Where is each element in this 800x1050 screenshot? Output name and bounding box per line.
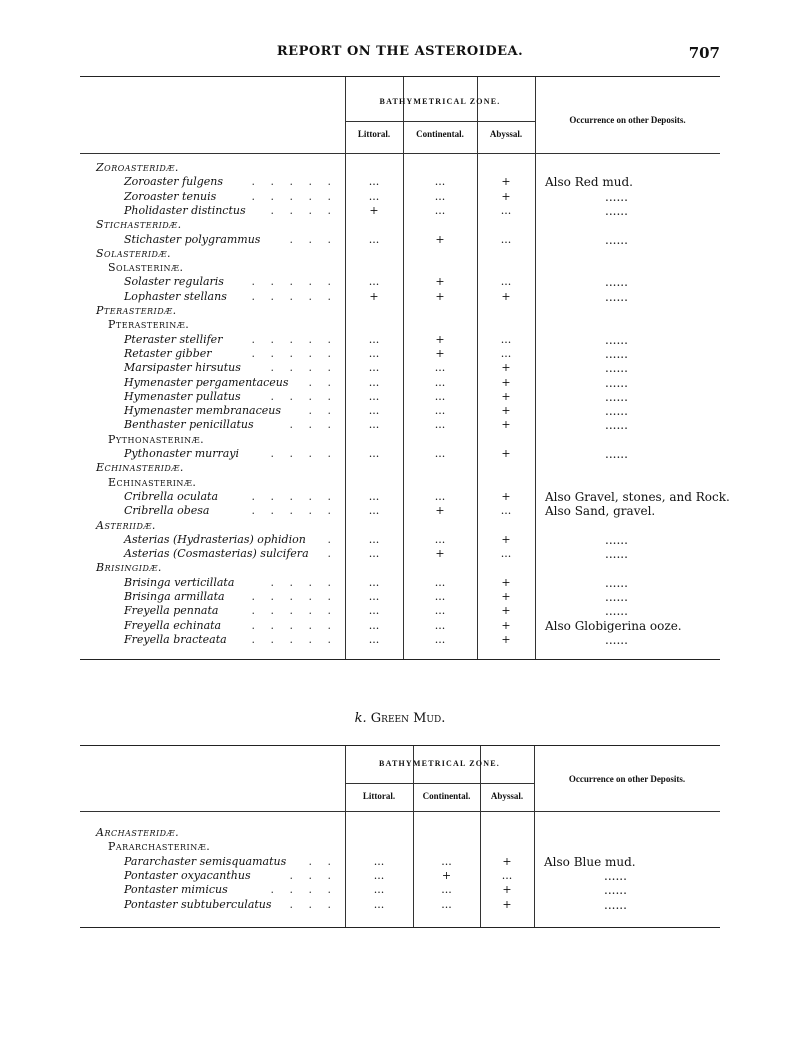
- littoral-cell: ...: [368, 375, 380, 389]
- leader-dots: . . . . .: [251, 590, 337, 603]
- occurrence-cell: ......: [605, 203, 628, 218]
- abyssal-cell: +: [501, 389, 511, 403]
- leader-dots: . . . . .: [251, 604, 337, 618]
- continental-cell: ...: [434, 575, 446, 589]
- continental-cell: ...: [434, 175, 446, 189]
- littoral-cell: ...: [368, 632, 380, 646]
- littoral-cell: ...: [368, 532, 380, 546]
- abyssal-cell: +: [501, 189, 511, 203]
- abyssal-cell: +: [502, 854, 512, 868]
- abyssal-cell: +: [502, 897, 512, 911]
- leader-dots: . .: [308, 854, 337, 868]
- subfamily-name: Pararchasterinæ.: [108, 840, 211, 854]
- section-name: Green Mud.: [370, 711, 446, 726]
- littoral-cell: ...: [368, 175, 380, 189]
- table-row: [80, 604, 720, 618]
- continental-cell: ...: [434, 489, 446, 503]
- table-row: [80, 190, 720, 204]
- continental-header: Continental.: [416, 129, 464, 139]
- leader-dots: . . . .: [270, 883, 337, 897]
- table-row: [80, 619, 720, 633]
- table-row: [80, 376, 720, 390]
- abyssal-cell: +: [501, 632, 511, 646]
- family-name: Archasteridæ.: [96, 826, 180, 839]
- abyssal-cell: +: [501, 590, 511, 603]
- littoral-cell: ...: [368, 504, 380, 518]
- species-name: Hymenaster pullatus: [124, 389, 241, 403]
- littoral-cell: ...: [373, 854, 385, 868]
- continental-cell: ...: [434, 447, 446, 460]
- table-row: [80, 290, 720, 304]
- subfamily-heading-row: [80, 433, 720, 447]
- abyssal-cell: ...: [500, 547, 512, 561]
- table-row: [80, 347, 720, 361]
- occurrence-cell: ......: [605, 575, 628, 590]
- subfamily-heading-row: [80, 840, 720, 854]
- continental-cell: ...: [434, 375, 446, 389]
- leader-dots: . . . . .: [251, 504, 337, 518]
- species-name: Freyella bracteata: [124, 632, 227, 646]
- occurrence-cell: ......: [605, 404, 628, 419]
- continental-cell: +: [435, 547, 445, 561]
- species-name: Pontaster mimicus: [124, 883, 228, 897]
- continental-cell: ...: [441, 897, 452, 911]
- species-name: Freyella pennata: [124, 604, 219, 618]
- abyssal-cell: +: [501, 604, 511, 618]
- continental-cell: ...: [441, 854, 452, 868]
- subfamily-name: Echinasterinæ.: [108, 475, 197, 489]
- table-row: [80, 204, 720, 218]
- page-header: [80, 40, 720, 70]
- continental-cell: ...: [434, 418, 446, 432]
- species-name: Pteraster stellifer: [124, 332, 223, 346]
- leader-dots: . . . . .: [251, 332, 337, 346]
- table-row: [80, 233, 720, 247]
- occurrence-cell: ......: [605, 604, 628, 619]
- table-row: [80, 898, 720, 912]
- species-name: Zoroaster tenuis: [124, 189, 217, 203]
- occurrence-header: Occurrence on other Deposits.: [569, 115, 686, 125]
- occurrence-cell: Also Red mud.: [545, 175, 633, 190]
- species-name: Pararchaster semisquamatus: [124, 854, 287, 868]
- littoral-cell: ...: [373, 868, 385, 882]
- littoral-cell: ...: [373, 883, 385, 897]
- occurrence-cell: ......: [605, 346, 628, 361]
- littoral-cell: ...: [368, 346, 380, 360]
- occurrence-cell: ......: [605, 389, 628, 404]
- occurrence-cell: ......: [605, 632, 628, 647]
- abyssal-cell: +: [501, 489, 511, 503]
- continental-cell: +: [435, 504, 445, 518]
- continental-cell: +: [435, 275, 445, 289]
- occurrence-cell: ......: [605, 418, 628, 433]
- continental-cell: ...: [434, 618, 446, 632]
- species-name: Benthaster penicillatus: [124, 418, 254, 432]
- abyssal-header: Abyssal.: [490, 791, 524, 801]
- occurrence-cell: ......: [605, 232, 628, 247]
- continental-cell: ...: [434, 604, 446, 618]
- zone-header: BATHYMETRICAL ZONE.: [379, 759, 500, 768]
- leader-dots: . . . .: [270, 203, 337, 217]
- continental-cell: +: [435, 346, 445, 360]
- species-name: Asterias (Hydrasterias) ophidion: [124, 532, 306, 546]
- species-name: Hymenaster membranaceus: [124, 404, 281, 418]
- abyssal-cell: +: [501, 404, 511, 418]
- occurrence-cell: ......: [605, 375, 628, 390]
- littoral-header: Littoral.: [357, 129, 391, 139]
- littoral-cell: ...: [368, 590, 380, 603]
- table-row: [80, 489, 730, 504]
- occurrence-cell: ......: [605, 547, 628, 562]
- species-name: Freyella echinata: [124, 618, 222, 632]
- continental-header: Continental.: [422, 791, 471, 801]
- continental-cell: ...: [434, 389, 446, 403]
- family-heading-row: [80, 218, 720, 232]
- littoral-cell: ...: [368, 489, 380, 503]
- continental-cell: ...: [434, 632, 446, 646]
- species-name: Marsipaster hirsutus: [124, 361, 241, 375]
- subfamily-name: Solasterinæ.: [108, 261, 184, 275]
- species-name: Pontaster subtuberculatus: [124, 897, 272, 911]
- family-name: Zoroasteridæ.: [96, 161, 179, 174]
- leader-dots: . . . .: [270, 575, 337, 589]
- abyssal-cell: +: [501, 532, 511, 546]
- species-name: Solaster regularis: [124, 275, 224, 289]
- species-name: Zoroaster fulgens: [124, 175, 223, 189]
- subfamily-heading-row: [80, 476, 720, 490]
- leader-dots: . . . . .: [251, 489, 337, 503]
- abyssal-header: Abyssal.: [489, 129, 523, 139]
- species-name: Hymenaster pergamentaceus: [124, 375, 289, 389]
- occurrence-cell: Also Sand, gravel.: [545, 504, 656, 519]
- littoral-cell: ...: [368, 275, 380, 289]
- abyssal-cell: +: [501, 175, 511, 189]
- abyssal-cell: +: [501, 575, 511, 589]
- littoral-cell: ...: [368, 447, 380, 460]
- running-title: REPORT ON THE ASTEROIDEA.: [276, 44, 524, 59]
- subfamily-heading-row: [80, 261, 720, 275]
- littoral-cell: ...: [368, 547, 380, 561]
- leader-dots: . . . . .: [251, 632, 337, 646]
- occurrence-cell: ......: [605, 289, 628, 304]
- abyssal-cell: +: [501, 289, 511, 303]
- littoral-cell: ...: [368, 361, 380, 375]
- occurrence-cell: Also Gravel, stones, and Rock.: [545, 489, 730, 504]
- family-heading-row: [80, 247, 720, 261]
- abyssal-cell: ...: [500, 232, 512, 246]
- section-letter: k.: [354, 711, 367, 726]
- leader-dots: . . . . .: [251, 189, 337, 203]
- leader-dots: . . . . .: [251, 346, 337, 360]
- species-name: Retaster gibber: [124, 346, 212, 360]
- continental-cell: ...: [434, 404, 446, 418]
- distribution-table-green-mud: [80, 745, 720, 928]
- family-heading-row: [80, 304, 720, 318]
- leader-dots: . . .: [289, 868, 337, 882]
- littoral-cell: +: [369, 289, 379, 303]
- leader-dots: .: [327, 547, 337, 561]
- leader-dots: . . . . .: [251, 618, 337, 632]
- table-row: [80, 504, 720, 518]
- continental-cell: ...: [434, 532, 446, 546]
- occurrence-cell: ......: [605, 361, 628, 376]
- abyssal-cell: ...: [500, 504, 512, 518]
- continental-cell: ...: [441, 883, 452, 897]
- abyssal-cell: ...: [500, 332, 512, 346]
- table-row: [80, 590, 720, 604]
- abyssal-cell: ...: [500, 346, 512, 360]
- occurrence-cell: ......: [605, 332, 628, 347]
- table-row: [80, 418, 720, 432]
- species-name: Asterias (Cosmasterias) sulcifera: [124, 547, 309, 561]
- abyssal-cell: +: [501, 447, 511, 460]
- family-name: Solasteridæ.: [96, 246, 171, 260]
- header-bottom-rule: [80, 811, 720, 812]
- leader-dots: . .: [308, 375, 337, 389]
- leader-dots: . . . .: [270, 447, 337, 460]
- occurrence-cell: ......: [604, 883, 627, 898]
- occurrence-cell: Also Globigerina ooze.: [545, 618, 682, 633]
- table-row: [80, 883, 720, 897]
- table-row: [80, 533, 720, 547]
- table-row: [80, 275, 720, 289]
- continental-cell: ...: [434, 189, 446, 203]
- table-row: [80, 175, 720, 189]
- occurrence-header: Occurrence on other Deposits.: [568, 774, 686, 784]
- littoral-cell: ...: [368, 389, 380, 403]
- species-name: Pontaster oxyacanthus: [124, 868, 251, 882]
- littoral-cell: ...: [368, 404, 380, 418]
- littoral-cell: ...: [368, 332, 380, 346]
- continental-cell: +: [435, 232, 445, 246]
- table-row: [80, 576, 720, 590]
- leader-dots: . .: [308, 404, 337, 418]
- family-name: Pterasteridæ.: [96, 304, 177, 317]
- table-row: [80, 447, 720, 461]
- littoral-cell: ...: [368, 418, 380, 432]
- zone-header-rule: [345, 121, 535, 122]
- species-name: Cribrella obesa: [124, 504, 210, 518]
- littoral-cell: ...: [368, 232, 380, 246]
- occurrence-cell: Also Blue mud.: [544, 854, 636, 869]
- leader-dots: . . .: [289, 418, 337, 432]
- table-row: [80, 869, 720, 883]
- littoral-cell: ...: [368, 604, 380, 618]
- zone-header-rule: [345, 783, 534, 784]
- littoral-cell: +: [369, 203, 379, 217]
- occurrence-cell: ......: [605, 189, 628, 204]
- leader-dots: . . .: [289, 897, 337, 911]
- leader-dots: . . . . .: [251, 275, 337, 289]
- section-title: [0, 711, 800, 726]
- table-row: [80, 404, 720, 418]
- table-row: [80, 390, 720, 404]
- continental-cell: +: [441, 868, 452, 882]
- continental-cell: ...: [434, 361, 446, 375]
- leader-dots: . . . .: [270, 389, 337, 403]
- species-name: Stichaster polygrammus: [124, 232, 261, 246]
- family-heading-row: [80, 161, 720, 175]
- occurrence-cell: ......: [605, 590, 628, 604]
- species-name: Brisinga armillata: [124, 590, 225, 603]
- abyssal-cell: +: [501, 418, 511, 432]
- leader-dots: . . .: [289, 232, 337, 246]
- table-row: [80, 333, 720, 347]
- family-heading-row: [80, 461, 720, 475]
- subfamily-name: Pterasterinæ.: [108, 318, 190, 332]
- page-number: 707: [688, 44, 720, 62]
- species-name: Lophaster stellans: [124, 289, 227, 303]
- occurrence-cell: ......: [604, 897, 627, 912]
- continental-cell: ...: [434, 590, 446, 603]
- header-bottom-rule: [80, 153, 720, 154]
- abyssal-cell: ...: [501, 868, 513, 882]
- family-name: Asteriidæ.: [96, 518, 156, 532]
- family-heading-row: [80, 561, 720, 575]
- table-row: [80, 547, 720, 561]
- littoral-cell: ...: [368, 575, 380, 589]
- continental-cell: +: [435, 289, 445, 303]
- littoral-cell: ...: [368, 618, 380, 632]
- continental-cell: ...: [434, 203, 446, 217]
- distribution-table-main: [80, 76, 730, 660]
- littoral-header: Littoral.: [362, 791, 396, 801]
- species-name: Cribrella oculata: [124, 489, 219, 503]
- leader-dots: .: [327, 532, 337, 546]
- table-row: [80, 633, 720, 647]
- abyssal-cell: +: [502, 883, 512, 897]
- family-heading-row: [80, 826, 720, 840]
- subfamily-name: Pythonasterinæ.: [108, 432, 205, 446]
- leader-dots: . . . . .: [251, 289, 337, 303]
- continental-cell: +: [435, 332, 445, 346]
- species-name: Pythonaster murrayi: [124, 447, 240, 460]
- abyssal-cell: +: [501, 361, 511, 375]
- littoral-cell: ...: [373, 897, 385, 911]
- subfamily-heading-row: [80, 318, 720, 332]
- occurrence-cell: ......: [604, 868, 627, 883]
- species-name: Pholidaster distinctus: [124, 203, 246, 217]
- leader-dots: . . . .: [270, 361, 337, 375]
- littoral-cell: ...: [368, 189, 380, 203]
- family-name: Brisingidæ.: [96, 561, 162, 575]
- abyssal-cell: +: [501, 375, 511, 389]
- species-name: Brisinga verticillata: [124, 575, 235, 589]
- family-name: Echinasteridæ.: [96, 461, 184, 475]
- occurrence-cell: ......: [605, 447, 628, 461]
- abyssal-cell: ...: [500, 203, 512, 217]
- family-heading-row: [80, 519, 720, 533]
- table-row: [80, 361, 720, 375]
- abyssal-cell: ...: [500, 275, 512, 289]
- family-name: Stichasteridæ.: [96, 218, 182, 232]
- leader-dots: . . . . .: [251, 175, 337, 189]
- abyssal-cell: +: [501, 618, 511, 632]
- occurrence-cell: ......: [605, 532, 628, 547]
- occurrence-cell: ......: [605, 275, 628, 290]
- zone-header: BATHYMETRICAL ZONE.: [379, 97, 501, 106]
- table-row: [80, 855, 720, 869]
